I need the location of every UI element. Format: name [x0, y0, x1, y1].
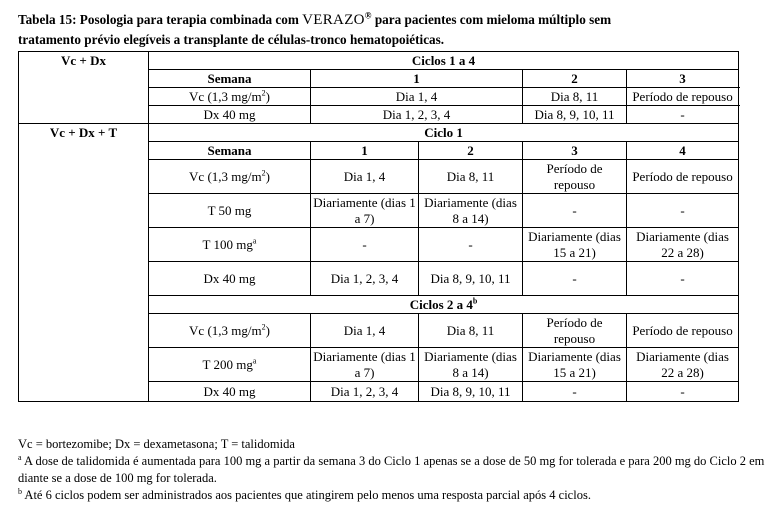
caption-brand: VERAZO — [302, 12, 365, 28]
dose-cell: Dia 1, 4 — [311, 160, 419, 194]
footnote-abbreviations: Vc = bortezomibe; Dx = dexametasona; T = talidomida — [18, 437, 295, 451]
caption-suffix: para pacientes com mieloma múltiplo sem — [371, 12, 612, 27]
regimen-vc-dx-t: Vc + Dx + T — [19, 124, 149, 402]
drug-cell: T 200 $mg^a$ — [149, 348, 311, 382]
dose-cell: Dia 8, 9, 10, 11 — [419, 262, 523, 296]
footnote-b: $^b$ Até 6 ciclos podem ser administrados aos pacientes que atingirem pelo menos uma resposta parcial após 4 ciclos. — [18, 486, 591, 502]
dose-cell: Dia 1, 2, 3, 4 — [311, 382, 419, 402]
table-row — [19, 124, 739, 142]
dose-cell: Diariamente (dias 8 a 14) — [419, 348, 523, 382]
week-number: 3 — [627, 70, 739, 88]
regimen-vc-dx: Vc + Dx — [19, 52, 149, 124]
dose-cell: - — [311, 228, 419, 262]
dose-cell: Dia 8, 11 — [419, 314, 523, 348]
dose-cell: Diariamente (dias 22 a 28) — [627, 228, 739, 262]
dose-cell: Período de repouso — [627, 314, 739, 348]
footnote-a: $^a$ A dose de talidomida é aumentada para 100 mg a partir da semana 3 do Ciclo 1 apenas se a dose de 50 mg for tolerada e para 200 mg do Ciclo 2 em diante se a dose de 100 mg for tolerada. — [18, 452, 765, 485]
dose-cell: - — [523, 262, 627, 296]
week-label: Semana — [149, 142, 311, 160]
drug-cell: Dx 40 mg — [149, 382, 311, 402]
drug-cell: Vc (1,3 $mg/m^2$) — [149, 88, 311, 106]
dose-cell: - — [523, 194, 627, 228]
drug-cell: T 100 $mg^a$ — [149, 228, 311, 262]
dose-cell: Diariamente (dias 15 a 21) — [523, 348, 627, 382]
table-row — [19, 52, 739, 70]
drug-cell: Dx 40 mg — [149, 262, 311, 296]
week-number: 4 — [627, 142, 739, 160]
week-label: Semana — [149, 70, 311, 88]
dose-cell: Diariamente (dias 8 a 14) — [419, 194, 523, 228]
dose-cell: Diariamente (dias 1 a 7) — [311, 194, 419, 228]
dose-cell: Dia 1, 2, 3, 4 — [311, 106, 523, 124]
cycles-2-4-header: Ciclos 2 a 4$^b$ — [149, 296, 739, 314]
drug-cell: T 50 mg — [149, 194, 311, 228]
table-caption — [18, 10, 768, 49]
dose-cell: Dia 8, 9, 10, 11 — [523, 106, 627, 124]
dose-cell: - — [627, 382, 739, 402]
dose-cell: Diariamente (dias 15 a 21) — [523, 228, 627, 262]
dose-cell: - — [419, 228, 523, 262]
dose-cell: Dia 8, 11 — [523, 88, 627, 106]
week-number: 1 — [311, 142, 419, 160]
week-number: 1 — [311, 70, 523, 88]
dose-cell: Dia 1, 4 — [311, 88, 523, 106]
dosing-table — [18, 51, 739, 402]
dose-cell: Período de repouso — [627, 88, 739, 106]
footnotes — [18, 436, 778, 504]
drug-cell: Vc (1,3 $mg/m^2$) — [149, 160, 311, 194]
dose-cell: Dia 1, 4 — [311, 314, 419, 348]
dose-cell: - — [627, 262, 739, 296]
dose-cell: - — [627, 106, 739, 124]
week-number: 2 — [419, 142, 523, 160]
dose-cell: Dia 8, 11 — [419, 160, 523, 194]
dose-cell: - — [627, 194, 739, 228]
caption-line-2: tratamento prévio elegíveis a transplante de células-tronco hematopoiéticas. — [18, 32, 445, 47]
drug-cell: Vc (1,3 $mg/m^2$) — [149, 314, 311, 348]
week-number: 2 — [523, 70, 627, 88]
dose-cell: Dia 1, 2, 3, 4 — [311, 262, 419, 296]
cycle1-header: Ciclo 1 — [149, 124, 739, 142]
dose-cell: Diariamente (dias 1 a 7) — [311, 348, 419, 382]
dose-cell: - — [523, 382, 627, 402]
dose-cell: Diariamente (dias 22 a 28) — [627, 348, 739, 382]
dose-cell: Período de repouso — [627, 160, 739, 194]
dose-cell: Dia 8, 9, 10, 11 — [419, 382, 523, 402]
caption-registered-mark: ® — [364, 10, 372, 21]
cycles-header: Ciclos 1 a 4 — [149, 52, 739, 70]
week-number: 3 — [523, 142, 627, 160]
drug-cell: Dx 40 mg — [149, 106, 311, 124]
caption-prefix: Tabela 15: Posologia para terapia combinada com — [18, 12, 303, 27]
dose-cell: Período de repouso — [523, 314, 627, 348]
dose-cell: Período de repouso — [523, 160, 627, 194]
